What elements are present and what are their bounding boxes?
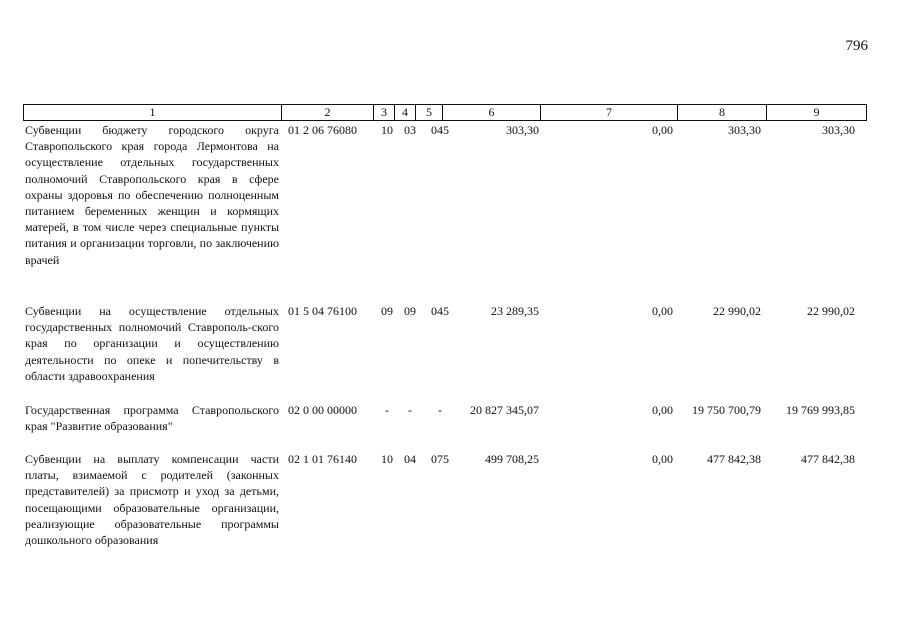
column-header: 9 bbox=[767, 105, 867, 121]
row-col8: 303,30 bbox=[728, 123, 761, 137]
row-name: Субвенции бюджету городского округа Ставропольского края города Лермонтова на осуществление отдельных государственных полномочий Ставропольского края в сфере охраны здоровья по обеспечению полноценным питанием беременных женщин и кормящих матерей, в том числе через специальные пункты питания и организации торговли, по заключению врачей bbox=[25, 123, 279, 267]
row-col3: 10 bbox=[381, 452, 393, 466]
row-col9: 19 769 993,85 bbox=[786, 403, 855, 417]
column-header: 4 bbox=[395, 105, 416, 121]
column-header-row bbox=[24, 105, 867, 121]
row-name: Субвенции на осуществление отдельных государственных полномочий Ставрополь-ского края по организации и осуществлению деятельности по опеке и попечительству в области здравоохранения bbox=[25, 304, 279, 383]
row-col5: 045 bbox=[431, 304, 449, 318]
column-header: 6 bbox=[443, 105, 541, 121]
row-col4: 04 bbox=[404, 452, 416, 466]
row-col7: 0,00 bbox=[652, 452, 673, 466]
row-col5: 045 bbox=[431, 123, 449, 137]
column-header: 7 bbox=[541, 105, 678, 121]
column-header: 3 bbox=[374, 105, 395, 121]
row-col4: 09 bbox=[404, 304, 416, 318]
page-number: 796 bbox=[845, 38, 868, 54]
row-col5: - bbox=[438, 403, 442, 417]
row-col6: 499 708,25 bbox=[485, 452, 539, 466]
column-header: 8 bbox=[678, 105, 767, 121]
column-header: 2 bbox=[282, 105, 374, 121]
row-col6: 20 827 345,07 bbox=[470, 403, 539, 417]
row-code: 01 5 04 76100 bbox=[288, 304, 357, 318]
row-col3: - bbox=[385, 403, 389, 417]
row-col7: 0,00 bbox=[652, 304, 673, 318]
row-col8: 19 750 700,79 bbox=[692, 403, 761, 417]
row-name: Субвенции на выплату компенсации части платы, взимаемой с родителей (законных представителей) за присмотр и уход за детьми, посещающими образовательные организации, реализующие образовательные программы дошкольного образования bbox=[25, 452, 279, 548]
row-col4: 03 bbox=[404, 123, 416, 137]
row-name: Государственная программа Ставропольского края "Развитие образования" bbox=[25, 403, 279, 434]
row-col5: 075 bbox=[431, 452, 449, 466]
row-code: 02 1 01 76140 bbox=[288, 452, 357, 466]
column-header: 5 bbox=[416, 105, 443, 121]
row-code: 01 2 06 76080 bbox=[288, 123, 357, 137]
row-col7: 0,00 bbox=[652, 123, 673, 137]
column-header: 1 bbox=[24, 105, 282, 121]
row-col8: 22 990,02 bbox=[713, 304, 761, 318]
row-col9: 22 990,02 bbox=[807, 304, 855, 318]
row-col3: 09 bbox=[381, 304, 393, 318]
row-col4: - bbox=[408, 403, 412, 417]
row-col6: 303,30 bbox=[506, 123, 539, 137]
row-col9: 477 842,38 bbox=[801, 452, 855, 466]
row-col6: 23 289,35 bbox=[491, 304, 539, 318]
row-code: 02 0 00 00000 bbox=[288, 403, 357, 417]
row-col9: 303,30 bbox=[822, 123, 855, 137]
row-col8: 477 842,38 bbox=[707, 452, 761, 466]
row-col7: 0,00 bbox=[652, 403, 673, 417]
column-header-table bbox=[23, 104, 867, 121]
row-col3: 10 bbox=[381, 123, 393, 137]
